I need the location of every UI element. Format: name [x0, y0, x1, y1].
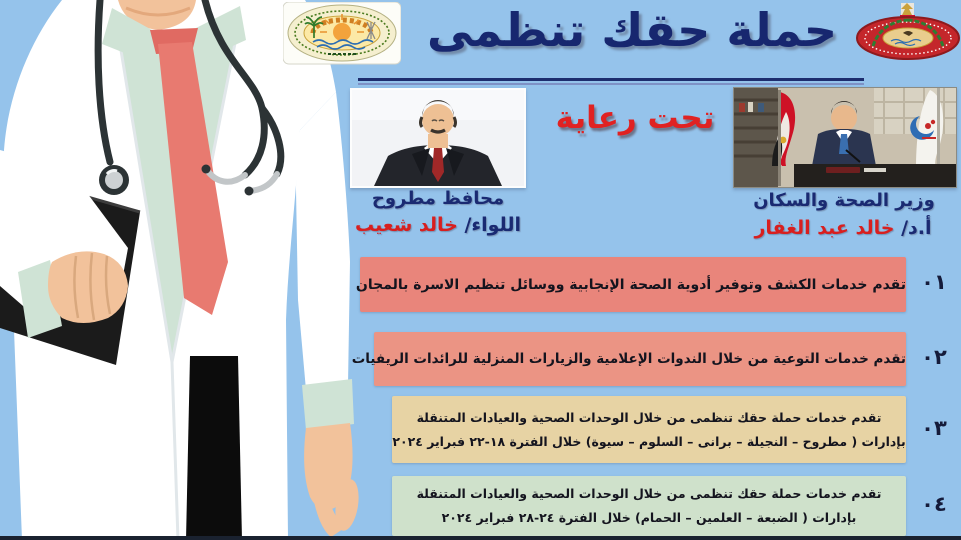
service-number-4: ٠٤	[921, 492, 947, 516]
minister-photo	[733, 87, 957, 188]
service-text: تقدم خدمات حملة حقك تنظمى من خلال الوحدات الصحية والعيادات المتنقلة	[416, 409, 882, 425]
service-text: تقدم خدمات حملة حقك تنظمى من خلال الوحدات الصحية والعيادات المتنقلة	[416, 486, 882, 502]
service-number-1: ٠١	[921, 270, 947, 294]
service-number-3: ٠٣	[921, 416, 947, 440]
minister-rank: أ.د/	[901, 217, 932, 239]
service-text: بإدارات ( مطروح – النجيلة – برانى – السلوم – سيوة) خلال الفترة ١٨-٢٢ فبراير ٢٠٢٤	[392, 433, 906, 449]
minister-name: خالد عبد الغفار	[754, 217, 895, 239]
governor-rank: اللواء/	[464, 214, 521, 236]
campaign-title: حملة حقك تنظمى	[426, 3, 838, 57]
service-number-2: ٠٢	[921, 345, 947, 369]
health-directorate-logo-icon	[855, 0, 961, 60]
governor-photo	[350, 88, 526, 188]
service-box-3	[392, 396, 906, 463]
minister-name-line	[725, 217, 961, 239]
service-text: تقدم خدمات التوعية من خلال الندوات الإعلامية والزيارات المنزلية للرائدات الريفيات	[351, 351, 906, 367]
service-text: بإدارات ( الضبعة – العلمين – الحمام) خلال الفترة ٢٤-٢٨ فبراير ٢٠٢٤	[441, 510, 857, 525]
doctor-illustration	[0, 0, 360, 540]
title-underline	[358, 78, 864, 86]
service-box-1	[355, 257, 906, 312]
governor-title: محافظ مطروح	[371, 188, 505, 209]
governor-name-line	[330, 214, 546, 236]
service-box-4	[392, 476, 906, 536]
governor-name: خالد شعيب	[355, 214, 458, 236]
minister-title: وزير الصحة والسكان	[753, 190, 935, 211]
service-box-2	[351, 332, 906, 386]
patronage-label: تحت رعاية	[555, 100, 715, 136]
matrouh-governorate-logo-icon	[283, 2, 401, 66]
service-text: تقدم خدمات الكشف وتوفير أدوية الصحة الإنجابية ووسائل تنظيم الاسرة بالمجان	[355, 276, 906, 293]
bottom-border	[0, 536, 961, 540]
